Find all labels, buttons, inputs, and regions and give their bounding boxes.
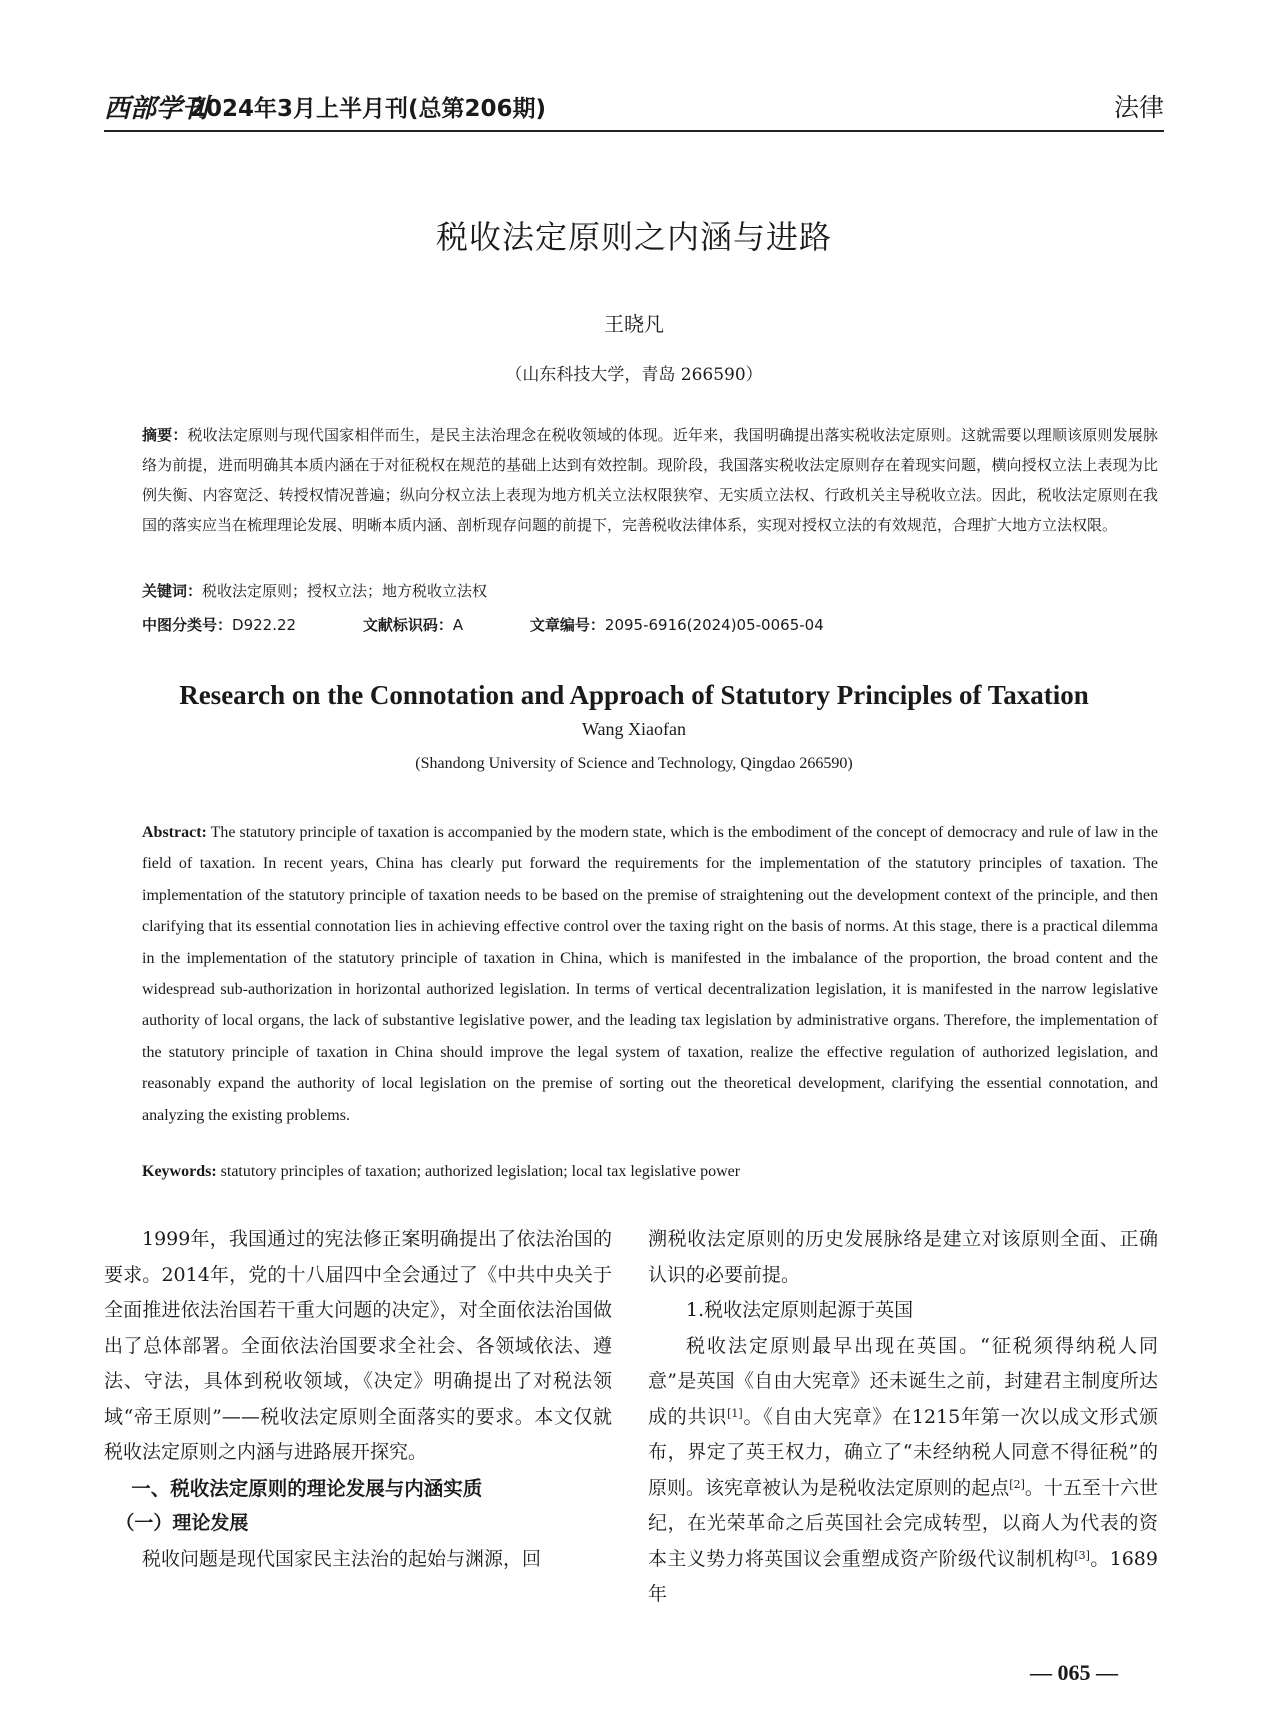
subsection-heading: （一）理论发展 [115, 1512, 249, 1534]
article-group [530, 616, 824, 634]
affiliation-en: (Shandong University of Science and Technology, Qingdao 266590) [415, 755, 853, 772]
running-header [104, 88, 1164, 128]
abstract-en [142, 817, 1158, 1131]
abstract-zh [142, 420, 1158, 540]
body-paragraph [648, 1329, 1158, 1613]
body-left-column [104, 1222, 612, 1577]
doc-value: A [452, 616, 464, 634]
article-label: 文章编号： [529, 616, 605, 634]
body-text: 。《自由大宪章》在1215年第一次以成文形式颁布，界定了英王权力，确立了“未经纳税人同意不得征税”的原则。该宪章被认为是税收法定原则的起点 [648, 1405, 1158, 1499]
clc-label: 中图分类号： [142, 616, 233, 634]
section-tag: 法律 [1113, 93, 1164, 122]
header-rule [104, 130, 1164, 132]
issue-info: 2024年3月上半月刊(总第206期) [190, 96, 547, 122]
title-en: Research on the Connotation and Approach of Statutory Principles of Taxation [179, 680, 1089, 710]
citation-ref: [1] [727, 1406, 743, 1420]
clc-value: D922.22 [232, 616, 297, 634]
doc-group [363, 616, 463, 634]
doc-label: 文献标识码： [362, 616, 453, 634]
title-zh: 税收法定原则之内涵与进路 [435, 218, 832, 256]
classification-line [142, 614, 824, 635]
keywords-zh [142, 580, 487, 601]
keywords-zh-label: 关键词： [142, 582, 203, 600]
affiliation-zh: （山东科技大学，青岛 266590） [505, 365, 763, 385]
subsubsection-heading: 1.税收法定原则起源于英国 [686, 1299, 914, 1321]
abstract-zh-text: 税收法定原则与现代国家相伴而生，是民主法治理念在税收领域的体现。近年来，我国明确提出落实税收法定原则。这就需要以理顺该原则发展脉络为前提，进而明确其本质内涵在于对征税权在规范的基础上达到有效控制。现阶段，我国落实税收法定原则存在着现实问题，横向授权立法上表现为比例失衡、内容宽泛、转授权情况普遍；纵向分权立法上表现为地方机关立法权限狭窄、无实质立法权、行政机关主导税收立法。因此，税收法定原则在我国的落实应当在梳理理论发展、明晰本质内涵、剖析现存问题的前提下，完善税收法律体系，实现对授权立法的有效规范，合理扩大地方立法权限。 [142, 426, 1158, 534]
page-number: — 065 — [1030, 1660, 1118, 1685]
body-paragraph: 1999年，我国通过的宪法修正案明确提出了依法治国的要求。2014年，党的十八届四中全会通过了《中共中央关于全面推进依法治国若干重大问题的决定》，对全面依法治国做出了总体部署。全面依法治国要求全社会、各领域依法、遵法、守法，具体到税收领域，《决定》明确提出了对税法领域“帝王原则”——税收法定原则全面落实的要求。本文仅就税收法定原则之内涵与进路展开探究。 [104, 1228, 612, 1463]
author-zh: 王晓凡 [604, 312, 664, 336]
body-right-column [648, 1222, 1158, 1613]
abstract-en-label: Abstract: [142, 824, 207, 841]
keywords-en-text: statutory principles of taxation; authorized legislation; local tax legislative power [220, 1163, 741, 1180]
keywords-en-label: Keywords: [142, 1163, 217, 1180]
abstract-en-text: The statutory principle of taxation is accompanied by the modern state, which is the embodiment of the concept of democracy and rule of law in the field of taxation. In recent years, China has clearly put forward the requirements for the implementation of the statutory principles of taxation. The implementation of the statutory principle of taxation needs to be based on the premise of straightening out the development context of the principle, and then clarifying that its essential connotation lies in achieving effective control over the taxing right on the basis of norms. At this stage, there is a practical dilemma in the implementation of the statutory principle of taxation in China, which is manifested in the imbalance of the proportion, the broad content and the widespread sub-authorization in horizontal authorized legislation. In terms of vertical decentralization legislation, it is manifested in the narrow legislative authority of local organs, the lack of substantive legislative power, and the leading tax legislation by administrative organs. Therefore, the implementation of the statutory principle of taxation in China should improve the legal system of taxation, realize the effective regulation of authorized legislation, and reasonably expand the authority of local legislation on the premise of sorting out the theoretical development, clarifying the essential connotation, and analyzing the existing problems. [142, 824, 1158, 1124]
body-paragraph: 税收问题是现代国家民主法治的起始与渊源，回 [142, 1547, 542, 1570]
citation-ref: [2] [1009, 1477, 1025, 1491]
citation-ref: [3] [1074, 1548, 1090, 1562]
journal-logo: 西部学刊 [104, 94, 209, 124]
body-text: 。十五至十六世纪，在光荣革命之后英国社会完成转型，以商人为代表的资本主义势力将英国议会重塑成资产阶级代议制机构 [648, 1476, 1158, 1570]
abstract-zh-label: 摘要： [142, 426, 188, 444]
keywords-zh-text: 税收法定原则；授权立法；地方税收立法权 [202, 582, 488, 600]
body-text: 税收法定原则最早出现在英国。“征税须得纳税人同意”是英国《自由大宪章》还未诞生之前，封建君主制度所达成的共识 [648, 1334, 1158, 1428]
author-en: Wang Xiaofan [581, 719, 686, 739]
body-text: 。1689年 [648, 1547, 1158, 1605]
article-value: 2095-6916(2024)05-0065-04 [604, 616, 824, 634]
keywords-en [142, 1163, 740, 1181]
clc-group [142, 616, 296, 634]
section-heading: 一、税收法定原则的理论发展与内涵实质 [131, 1476, 483, 1500]
body-paragraph: 溯税收法定原则的历史发展脉络是建立对该原则全面、正确认识的必要前提。 [648, 1228, 1158, 1286]
